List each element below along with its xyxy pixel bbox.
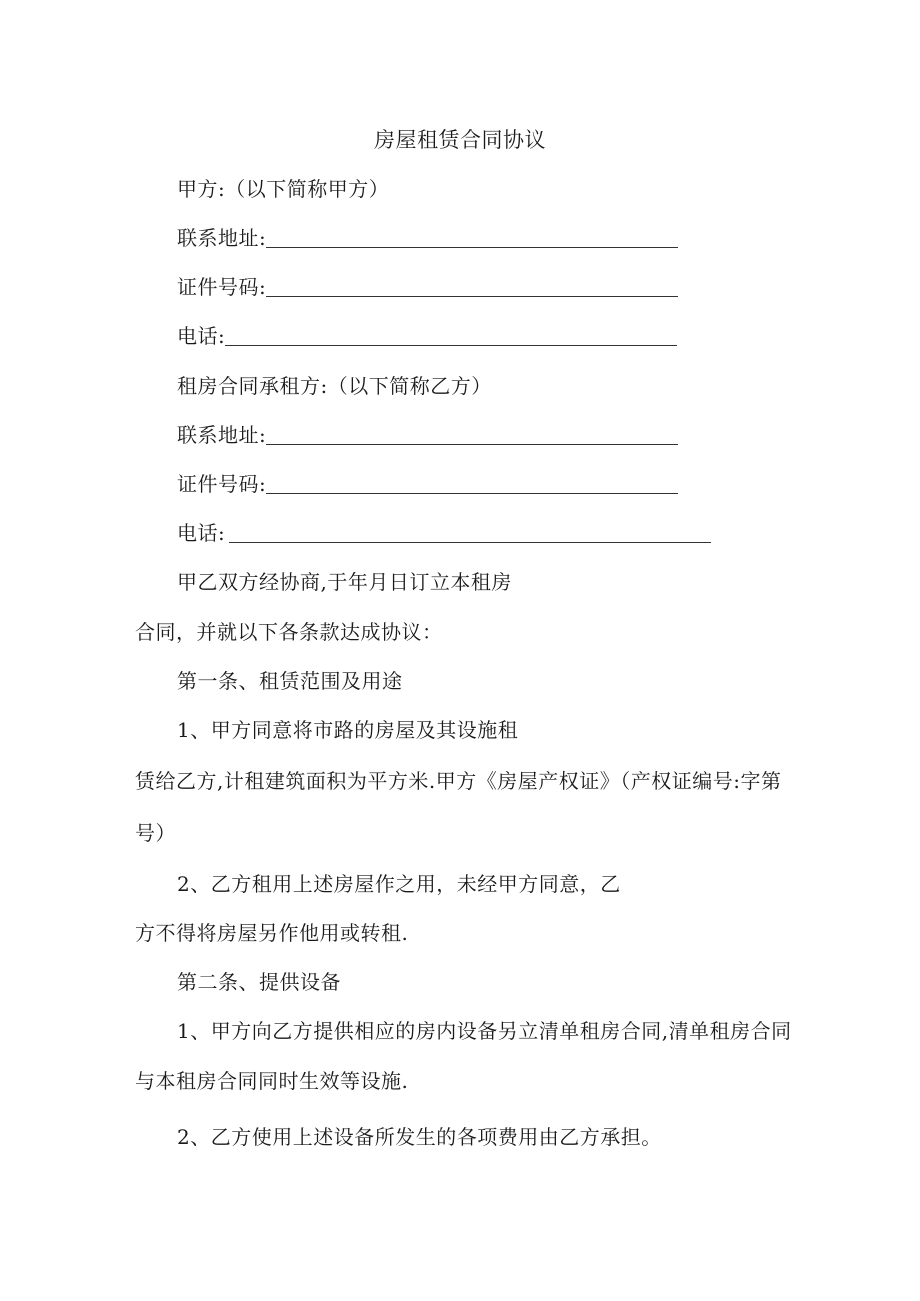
party-a-id-blank[interactable] (266, 276, 678, 297)
article1-item2-line1: 2、乙方租用上述房屋作之用，未经甲方同意，乙 (177, 872, 621, 896)
party-b-id-label: 证件号码: (177, 472, 267, 496)
article1-item1-line1: 1、甲方同意将市路的房屋及其设施租 (177, 718, 519, 742)
article1-item2-line2: 方不得将房屋另作他用或转租. (135, 921, 409, 945)
party-a-heading: 甲方:（以下简称甲方） (177, 177, 390, 201)
article2-item1-line1: 1、甲方向乙方提供相应的房内设备另立清单租房合同,清单租房合同 (177, 1019, 792, 1043)
party-a-address-label: 联系地址: (177, 226, 267, 250)
document-title: 房屋租赁合同协议 (374, 128, 546, 152)
party-b-phone-row (177, 519, 711, 547)
article1-heading: 第一条、租赁范围及用途 (177, 669, 403, 693)
article2-item2-line1: 2、乙方使用上述设备所发生的各项费用由乙方承担。 (177, 1125, 662, 1149)
article1-item1-line3: 号） (135, 821, 176, 845)
party-a-phone-row (177, 322, 677, 350)
article2-item1-line2: 与本租房合同同时生效等设施. (135, 1069, 409, 1093)
party-a-address-blank[interactable] (266, 227, 678, 248)
party-b-phone-blank[interactable] (229, 522, 711, 543)
party-a-id-label: 证件号码: (177, 275, 267, 299)
party-b-address-blank[interactable] (266, 424, 678, 445)
intro-line-2: 合同，并就以下各条款达成协议： (135, 620, 443, 644)
party-a-address-row (177, 224, 678, 252)
article2-heading: 第二条、提供设备 (177, 970, 341, 994)
party-b-heading: 租房合同承租方:（以下简称乙方） (177, 374, 492, 398)
party-a-phone-blank[interactable] (225, 325, 677, 346)
party-b-id-blank[interactable] (266, 473, 678, 494)
party-b-id-row (177, 470, 678, 498)
intro-line-1: 甲乙双方经协商,于年月日订立本租房 (177, 570, 512, 594)
party-b-address-row (177, 421, 678, 449)
party-b-address-label: 联系地址: (177, 423, 267, 447)
party-b-phone-label: 电话: (177, 521, 226, 545)
article1-item1-line2: 赁给乙方,计租建筑面积为平方米.甲方《房屋产权证》（产权证编号:字第 (135, 769, 782, 793)
party-a-id-row (177, 273, 678, 301)
party-a-phone-label: 电话: (177, 324, 226, 348)
